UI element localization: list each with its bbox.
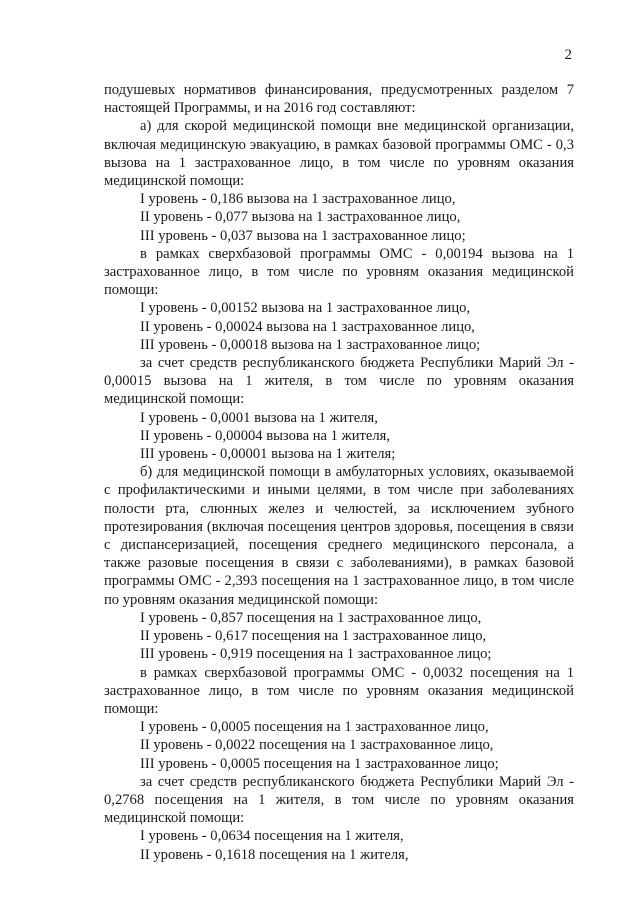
indented-paragraph: в рамках сверхбазовой программы ОМС - 0,00194 вызова на 1 застрахованное лицо, в том числе по уровням оказания медицинской помощи: [104,245,574,299]
level-line: II уровень - 0,077 вызова на 1 застрахованное лицо, [140,209,461,226]
indented-paragraph: в рамках сверхбазовой программы ОМС - 0,0032 посещения на 1 застрахованное лицо, в том числе по уровням оказания медицинской помощи: [104,664,574,717]
level-line: I уровень - 0,186 вызова на 1 застрахованное лицо, [140,191,456,208]
indented-paragraph: за счет средств республиканского бюджета Республики Марий Эл - 0,2768 посещения на 1 жителя, в том числе по уровням оказания медицинской помощи: [104,773,574,827]
level-line: II уровень - 0,0022 посещения на 1 застрахованное лицо, [140,737,494,754]
level-line: III уровень - 0,037 вызова на 1 застрахованное лицо; [140,227,466,244]
indented-paragraph: б) для медицинской помощи в амбулаторных условиях, оказываемой с профилактическими и иными целями, в том числе при заболеваниях полости рта, слюнных желез и челюстей, за исключением зубного протезирования (включая посещения центров здоровья, посещения в связи с диспансеризацией, посещения среднего медицинского персонала, а также разовые посещения в связи с заболеваниями), в рамках базовой программы ОМС - 2,393 посещения на 1 застрахованное лицо, в том числе по уровням оказания медицинской помощи: [104,464,574,608]
paragraph: подушевых нормативов финансирования, предусмотренных разделом 7 настоящей Программы, и на 2016 год составляют: [104,82,574,117]
level-line: I уровень - 0,0001 вызова на 1 жителя, [140,409,378,426]
document-body [104,81,574,864]
level-line: II уровень - 0,00024 вызова на 1 застрахованное лицо, [140,318,475,335]
level-line: II уровень - 0,617 посещения на 1 застрахованное лицо, [140,628,487,645]
level-line: III уровень - 0,919 посещения на 1 застрахованное лицо; [140,646,492,663]
level-line: III уровень - 0,0005 посещения на 1 застрахованное лицо; [140,755,499,772]
level-line: I уровень - 0,0005 посещения на 1 застрахованное лицо, [140,719,489,736]
level-line: III уровень - 0,00001 вызова на 1 жителя; [140,446,396,463]
level-line: I уровень - 0,857 посещения на 1 застрахованное лицо, [140,609,482,626]
level-line: III уровень - 0,00018 вызова на 1 застрахованное лицо; [140,336,481,353]
level-line: II уровень - 0,00004 вызова на 1 жителя, [140,427,391,444]
level-line: II уровень - 0,1618 посещения на 1 жителя, [140,846,409,863]
level-line: I уровень - 0,00152 вызова на 1 застрахованное лицо, [140,300,471,317]
page-number: 2 [564,47,572,63]
indented-paragraph: за счет средств республиканского бюджета Республики Марий Эл - 0,00015 вызова на 1 жителя, в том числе по уровням оказания медицинской помощи: [104,355,574,408]
level-line: I уровень - 0,0634 посещения на 1 жителя, [140,828,404,845]
indented-paragraph: а) для скорой медицинской помощи вне медицинской организации, включая медицинскую эвакуацию, в рамках базовой программы ОМС - 0,3 вызова на 1 застрахованное лицо, в том числе по уровням оказания медицинской помощи: [104,118,574,190]
